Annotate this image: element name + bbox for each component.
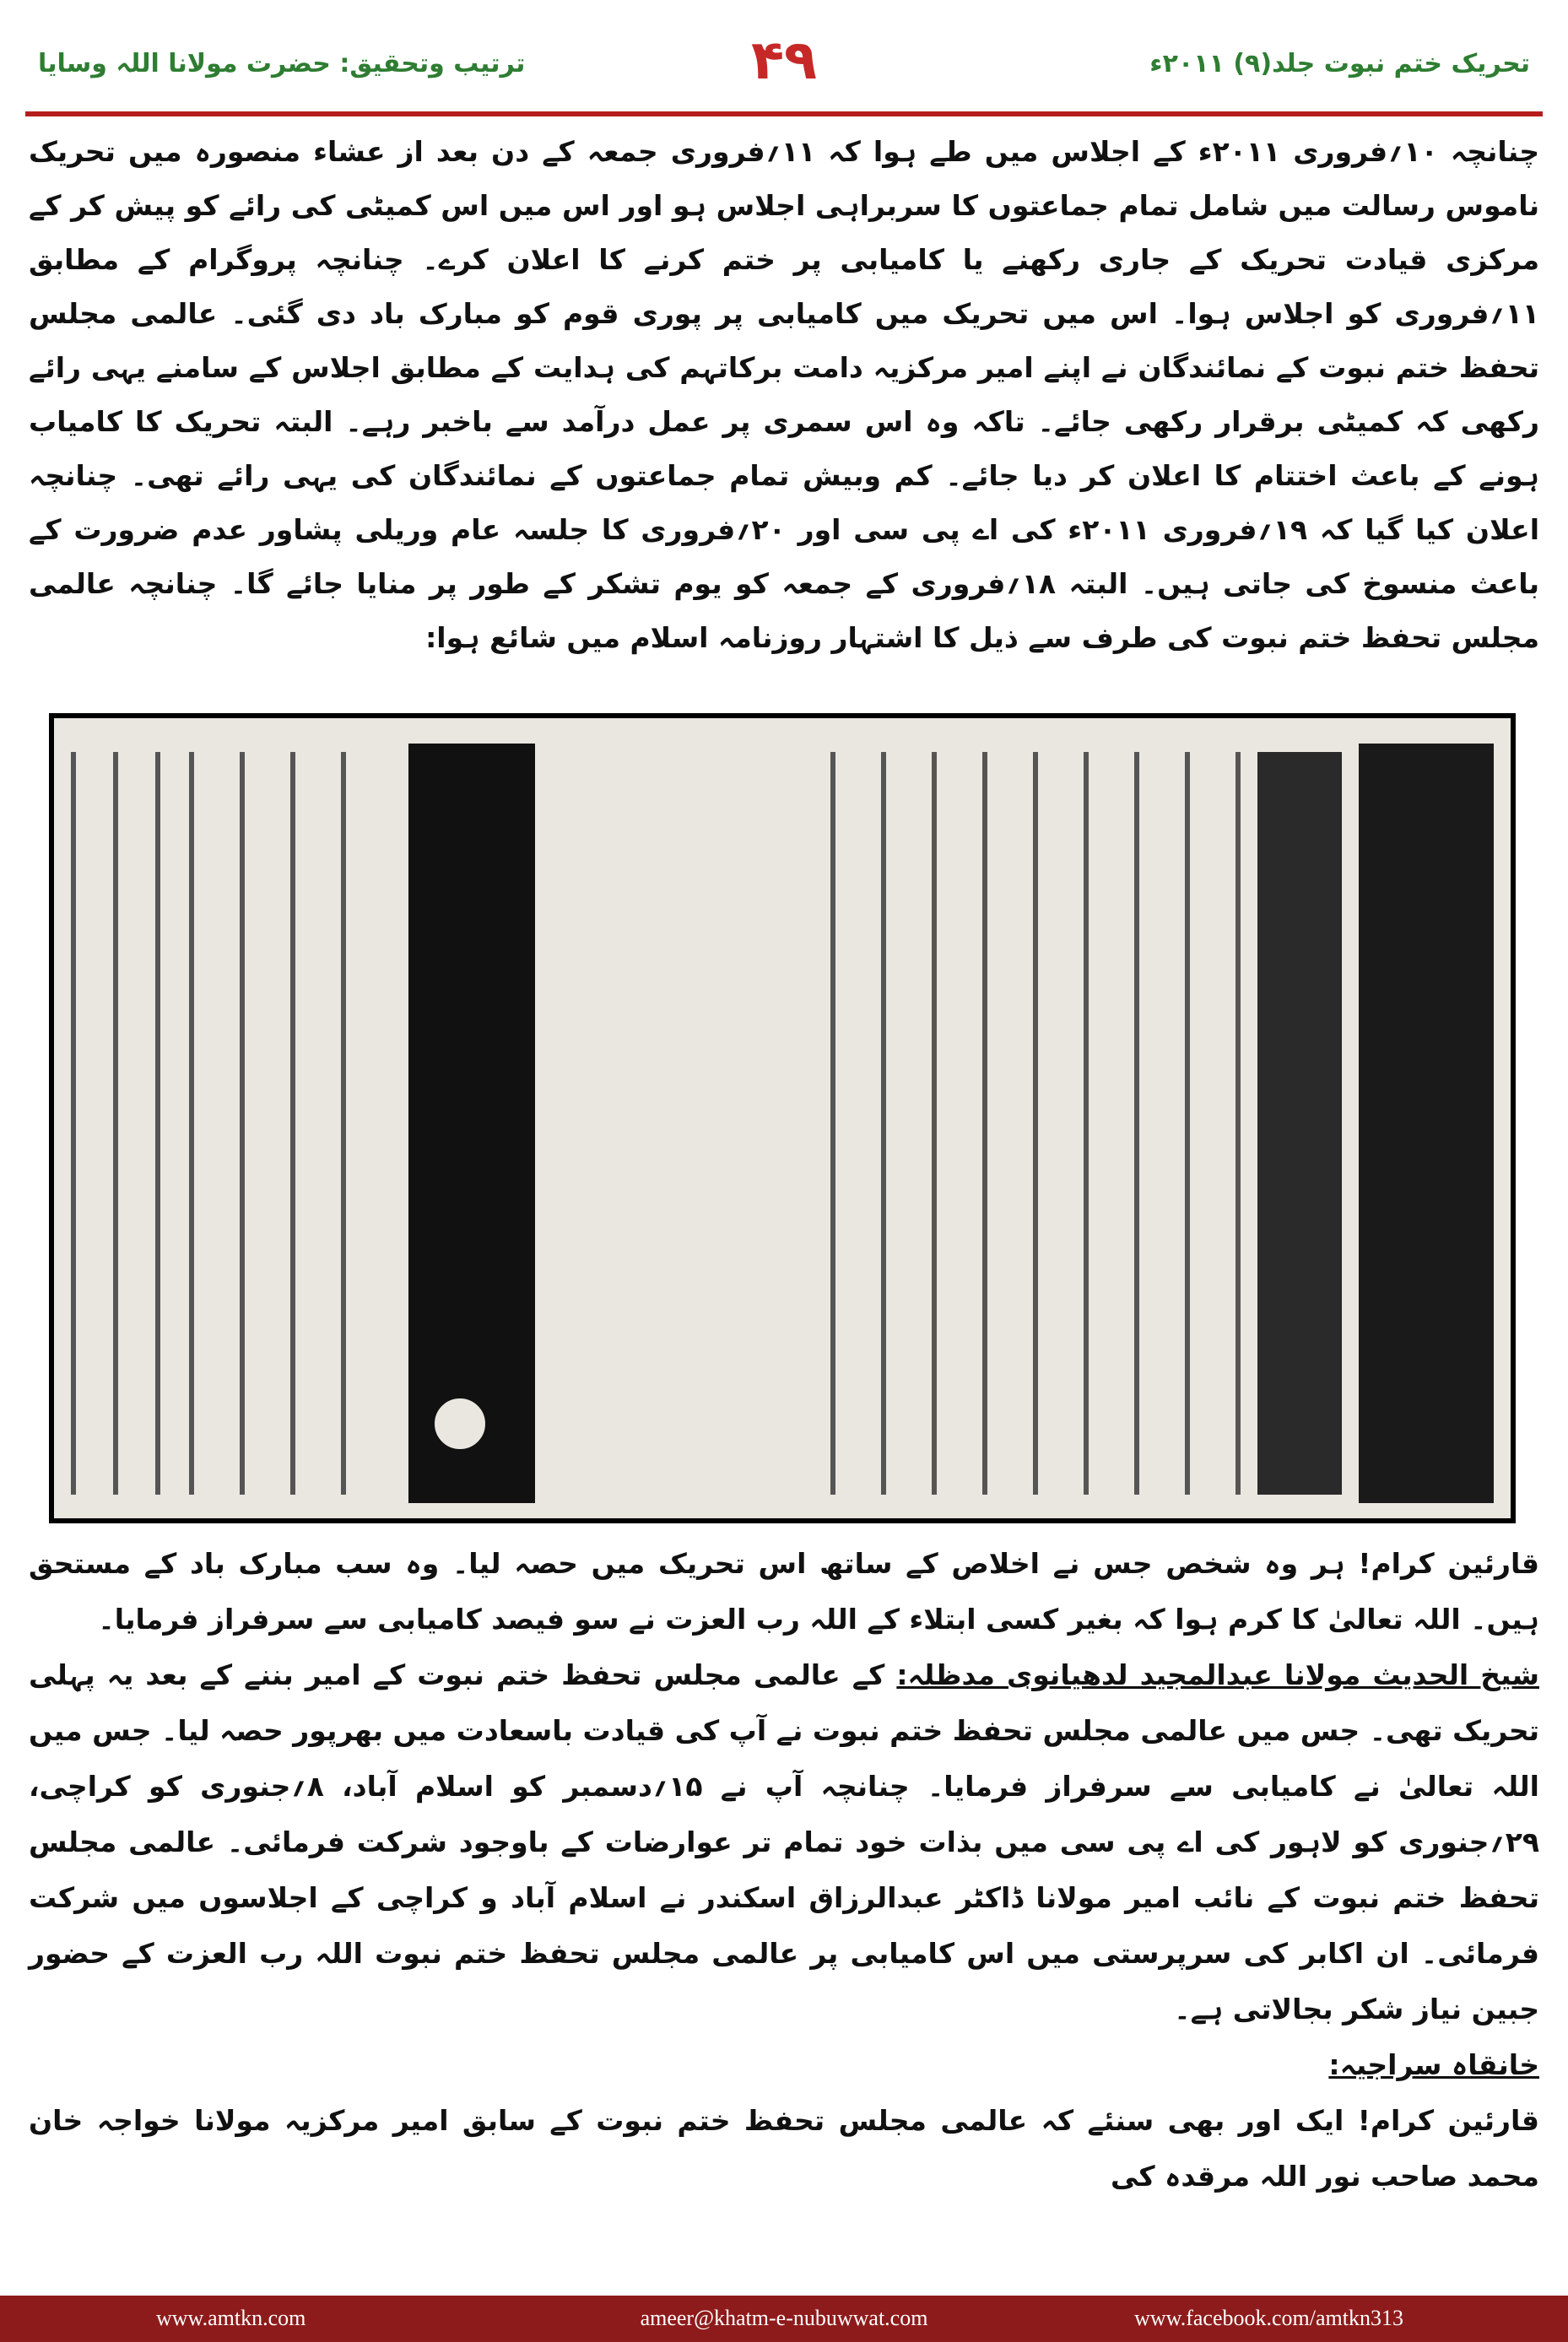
book-title: تحریک ختم نبوت جلد(۹) ۲۰۱۱ء <box>1149 49 1530 78</box>
subheading: خانقاہ سراجیہ: <box>1328 2048 1539 2081</box>
page-footer <box>0 2296 1568 2342</box>
newspaper-clipping-image <box>49 713 1516 1523</box>
page-number: ۴۹ <box>750 30 818 92</box>
page-header <box>25 25 1543 118</box>
clipping-side-columns <box>189 752 383 1495</box>
clipping-banner-strip <box>408 744 535 1503</box>
paragraph: چنانچہ ۱۰؍فروری ۲۰۱۱ء کے اجلاس میں طے ہوا کہ ۱۱؍فروری جمعہ کے دن بعد از عشاء منصورہ میں تحریک ناموس رسالت میں شامل تمام جماعتوں کا سربراہی اجلاس ہو اور اس میں اس کمیٹی کی رائے کو پیش کر کے مرکزی قیادت تحریک کے جاری رکھنے یا کامیابی پر ختم کرنے کا اعلان کرے۔ چنانچہ پروگرام کے مطابق ۱۱؍فروری کو اجلاس ہوا۔ اس میں تحریک میں کامیابی پر پوری قوم کو مبارک باد دی گئی۔ عالمی مجلس تحفظ ختم نبوت کے نمائندگان نے اپنے امیر مرکزیہ دامت برکاتہم کی ہدایت کے مطابق اجلاس کے سامنے یہی رائے رکھی کہ کمیٹی برقرار رکھی جائے۔ تاکہ وہ اس سمری پر عمل درآمد سے باخبر رہے۔ البتہ تحریک کا کامیاب ہونے کے باعث اختتام کا اعلان کر دیا جائے۔ کم وبیش تمام جماعتوں کے نمائندگان کی یہی رائے تھی۔ چنانچہ اعلان کیا گیا کہ ۱۹؍فروری ۲۰۱۱ء کی اے پی سی اور ۲۰؍فروری کا جلسہ عام وریلی پشاور عدم ضرورت کے باعث منسوخ کی جاتی ہیں۔ البتہ ۱۸؍فروری کے جمعہ کو یوم تشکر کے طور پر منایا جائے گا۔ چنانچہ عالمی مجلس تحفظ ختم نبوت کی طرف سے ذیل کا اشتہار روزنامہ اسلام میں شائع ہوا: <box>29 135 1540 654</box>
clipping-signatures <box>71 752 172 1495</box>
paragraph: قارئین کرام! ہر وہ شخص جس نے اخلاص کے ساتھ اس تحریک میں حصہ لیا۔ وہ سب مبارک باد کے مستحق ہیں۔ اللہ تعالیٰ کا کرم ہوا کہ بغیر کسی ابتلاء کے اللہ رب العزت نے سو فیصد کامیابی سے سرفراز فرمایا۔ <box>29 1547 1539 1636</box>
clipping-text-columns <box>785 752 1241 1495</box>
header-divider <box>25 111 1543 116</box>
clipping-emblem-icon <box>430 1393 490 1454</box>
email-link[interactable]: ameer@khatm-e-nubuwwat.com <box>640 2306 928 2330</box>
facebook-link[interactable]: www.facebook.com/amtkn313 <box>1134 2306 1403 2330</box>
website-link[interactable]: www.amtkn.com <box>156 2306 306 2330</box>
subheading: شیخ الحدیث مولانا عبدالمجید لدھیانوی مدظلہ: <box>896 1658 1539 1691</box>
main-text <box>29 125 1539 665</box>
clipping-subheadline-block <box>1257 752 1342 1495</box>
compiler-credit: ترتیب وتحقیق: حضرت مولانا اللہ وسایا <box>38 49 526 78</box>
paragraph: قارئین کرام! ایک اور بھی سنئے کہ عالمی مجلس تحفظ ختم نبوت کے سابق امیر مرکزیہ مولانا خواجہ خان محمد صاحب نور اللہ مرقدہ کی <box>29 2104 1539 2193</box>
continuation-text <box>29 1536 1539 2204</box>
paragraph: شیخ الحدیث مولانا عبدالمجید لدھیانوی مدظلہ: کے عالمی مجلس تحفظ ختم نبوت کے امیر بننے کے بعد یہ پہلی تحریک تھی۔ جس میں عالمی مجلس تحفظ ختم نبوت نے آپ کی قیادت باسعادت میں بھرپور حصہ لیا۔ جس میں اللہ تعالیٰ نے کامیابی سے سرفراز فرمایا۔ چنانچہ آپ نے ۱۵؍دسمبر کو اسلام آباد، ۸؍جنوری کو کراچی، ۲۹؍جنوری کو لاہور کی اے پی سی میں بذات خود تمام تر عوارضات کے باوجود شرکت فرمائی۔ عالمی مجلس تحفظ ختم نبوت کے نائب امیر مولانا ڈاکٹر عبدالرزاق اسکندر نے اسلام آباد و کراچی کے اجلاسوں میں شرکت فرمائی۔ ان اکابر کی سرپرستی میں اس کامیابی پر عالمی مجلس تحفظ ختم نبوت اللہ رب العزت کے حضور جبین نیاز شکر بجالاتی ہے۔ <box>29 1658 1539 2026</box>
clipping-headline-block <box>1359 744 1494 1503</box>
